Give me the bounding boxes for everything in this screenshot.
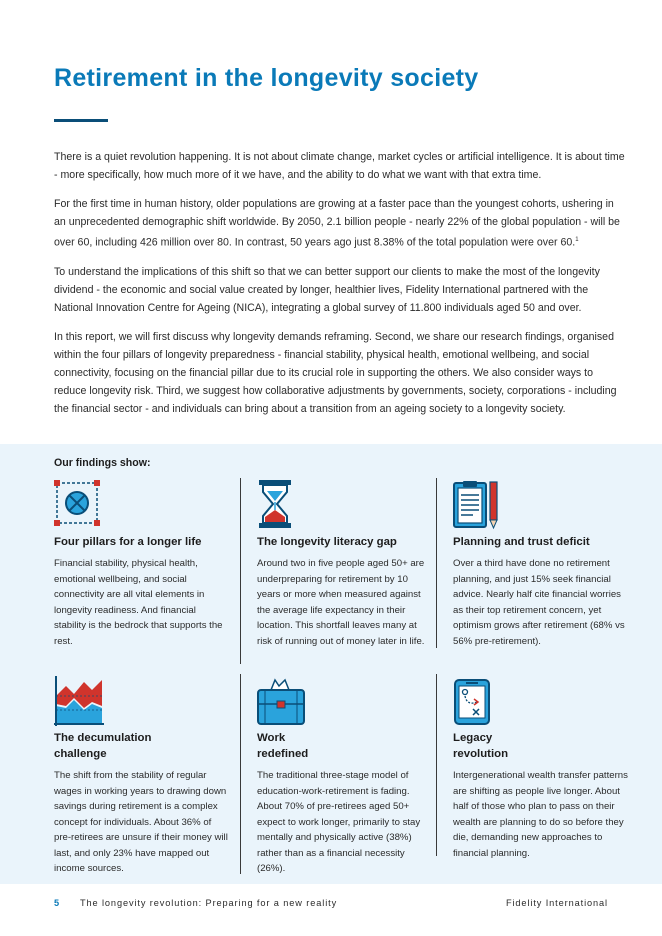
briefcase-icon xyxy=(257,676,307,726)
clipboard-pencil-icon xyxy=(453,480,503,530)
finding-title: Four pillars for a longer life xyxy=(54,536,202,548)
intro-paragraph-3: To understand the implications of this shift so that we can better support our clients to make the most of the longevity dividend - the economic and social value created by longer, healthier lives, Fidelity International partnered with the National Innovation Centre for Ageing (NICA), integrating a global survey of 11.800 individuals aged 50 and over. xyxy=(54,265,600,314)
finding-title: Planning and trust deficit xyxy=(453,536,590,548)
strategy-phone-icon xyxy=(453,676,503,726)
findings-panel xyxy=(0,444,662,884)
page-number: 5 xyxy=(54,898,61,908)
footnote-mark: 1 xyxy=(575,237,579,243)
finding-text: Over a third have done no retirement planning, and just 15% seek financial advice. Nearly half cite financial worries as their top retirement concern, yet optimism grows after retirement (68% vs 56% pre-retirement). xyxy=(453,558,625,647)
hourglass-icon xyxy=(257,480,307,530)
finding-title: The longevity literacy gap xyxy=(257,536,397,548)
intro-section xyxy=(54,148,628,429)
intro-paragraph-2 xyxy=(54,195,628,252)
finding-title: Legacy revolution xyxy=(453,732,509,760)
finding-text: The shift from the stability of regular wages in working years to drawing down savings during retirement is a complex concept for individuals. About 36% of pre-retirees are unsure if their money will last, and only 23% have mapped out income sources. xyxy=(54,770,228,874)
intro-paragraph-2-text: For the first time in human history, older populations are growing at a faster pace than the youngest cohorts, ushering in an unprecedented demographic shift worldwide. By 2050, 2.1 billion people - nearly 22% of the global population - will be over 60, including 426 million over 80. In contrast, 50 years ago just 8.38% of the total population were over 60. xyxy=(54,198,620,249)
findings-label: Our findings show: xyxy=(54,457,151,469)
footer-brand: Fidelity International xyxy=(505,898,608,908)
finding-title: The decumulation challenge xyxy=(54,732,152,760)
finding-text: The traditional three-stage model of education-work-retirement is fading. About 70% of pre-retirees aged 50+ expect to work longer, primarily to stay mentally and physically active (38%) rather than as a financial necessity (26%). xyxy=(257,770,421,874)
card-divider xyxy=(436,674,437,856)
card-divider xyxy=(436,478,437,648)
card-divider xyxy=(240,478,241,664)
finding-text: Around two in five people aged 50+ are underpreparing for retirement by 10 years or more when measured against the average life expectancy in their location. This shortfall leaves many at risk of running out of money later in life. xyxy=(257,558,425,647)
finding-text: Intergenerational wealth transfer patterns are shifting as people live longer. About half of those who plan to pass on their wealth are planning to do so before they die, demanding new approaches to financial planning. xyxy=(453,770,628,859)
intro-paragraph-1: There is a quiet revolution happening. It is not about climate change, market cycles or artificial intelligence. It is about time - more specifically, how much more of it we have, and the ability to do what we want with that extra time. xyxy=(54,151,625,181)
finding-text: Financial stability, physical health, emotional wellbeing, and social connectivity are all vital elements in longevity readiness. And financial stability is the bedrock that supports the rest. xyxy=(54,558,223,647)
finding-title: Work redefined xyxy=(257,732,309,760)
four-pillars-icon xyxy=(54,480,104,530)
card-divider xyxy=(240,674,241,874)
area-chart-icon xyxy=(54,676,104,726)
title-underline xyxy=(54,119,108,122)
intro-paragraph-4: In this report, we will first discuss why longevity demands reframing. Second, we share our research findings, organised within the four pillars of longevity preparedness - financial stability, physical health, emotional wellbeing, and social connectivity, focusing on the financial pillar due to its crucial role in supporting the others. We also consider ways to reduce longevity risk. Third, we suggest how collaborative adjustments by governments, society, corporations - including the financial sector - and individuals can bring about a transition from an ageing society to a longevity society. xyxy=(54,330,617,415)
footer-document-title: The longevity revolution: Preparing for a new reality xyxy=(80,898,338,908)
page-title: Retirement in the longevity society xyxy=(54,64,479,92)
